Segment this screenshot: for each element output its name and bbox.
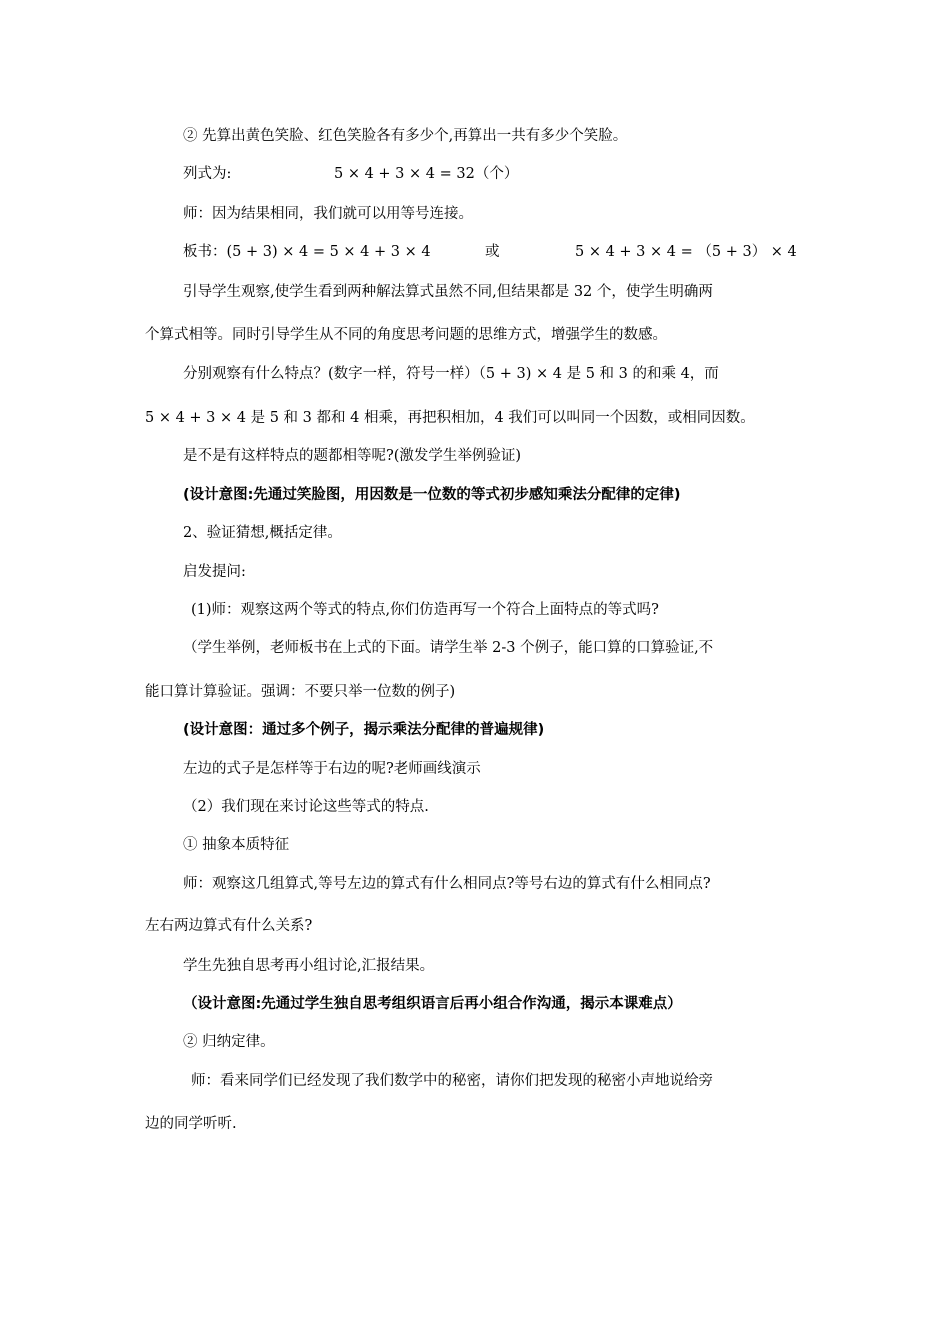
text-line: 启发提问: — [183, 564, 246, 580]
text-line: ② 归纳定律。 — [183, 1034, 275, 1050]
text-line: 边的同学听听. — [145, 1116, 237, 1132]
text-line: 引导学生观察,使学生看到两种解法算式虽然不同,但结果都是 32 个，使学生明确两 — [183, 284, 713, 300]
text-line: 左右两边算式有什么关系? — [145, 918, 313, 934]
equation: 5 × 4 + 3 × 4 = （5 + 3） × 4 — [575, 244, 797, 260]
text-line: 师：观察这几组算式,等号左边的算式有什么相同点?等号右边的算式有什么相同点? — [183, 876, 711, 892]
text-line: 5 × 4 + 3 × 4 是 5 和 3 都和 4 相乘，再把积相加，4 我们可以叫同一个因数，或相同因数。 — [145, 410, 755, 426]
text-line: 学生先独自思考再小组讨论,汇报结果。 — [183, 958, 435, 974]
text-line: 能口算计算验证。强调：不要只举一位数的例子) — [145, 684, 456, 700]
text-line: ① 抽象本质特征 — [183, 837, 290, 853]
design-intent-note: (设计意图：通过多个例子，揭示乘法分配律的普遍规律) — [183, 722, 545, 738]
text-line: 是不是有这样特点的题都相等呢?(激发学生举例验证) — [183, 448, 522, 464]
text-line: 师：因为结果相同，我们就可以用等号连接。 — [183, 206, 473, 222]
text-line: 或 — [485, 244, 500, 260]
text-line: （2）我们现在来讨论这些等式的特点. — [183, 799, 429, 815]
text-line: （学生举例，老师板书在上式的下面。请学生举 2-3 个例子，能口算的口算验证,不 — [183, 640, 714, 656]
equation: 板书：(5 + 3) × 4 = 5 × 4 + 3 × 4 — [183, 244, 431, 260]
text-line: ② 先算出黄色笑脸、红色笑脸各有多少个,再算出一共有多少个笑脸。 — [183, 128, 628, 144]
text-line: 师：看来同学们已经发现了我们数学中的秘密，请你们把发现的秘密小声地说给旁 — [191, 1073, 713, 1089]
text-line: 个算式相等。同时引导学生从不同的角度思考问题的思维方式，增强学生的数感。 — [145, 327, 667, 343]
text-line: 分别观察有什么特点？(数字一样，符号一样）（5 + 3) × 4 是 5 和 3 的和乘 4，而 — [183, 366, 719, 382]
design-intent-note: （设计意图:先通过学生独自思考组织语言后再小组合作沟通，揭示本课难点） — [183, 996, 682, 1012]
text-line: 列式为: — [183, 166, 232, 182]
section-heading: 2、验证猜想,概括定律。 — [183, 525, 342, 541]
text-line: (1)师：观察这两个等式的特点,你们仿造再写一个符合上面特点的等式吗? — [191, 602, 659, 618]
equation: 5 × 4 + 3 × 4 = 32（个） — [334, 166, 519, 182]
design-intent-note: (设计意图:先通过笑脸图，用因数是一位数的等式初步感知乘法分配律的定律) — [183, 487, 681, 503]
text-line: 左边的式子是怎样等于右边的呢?老师画线演示 — [183, 761, 481, 777]
